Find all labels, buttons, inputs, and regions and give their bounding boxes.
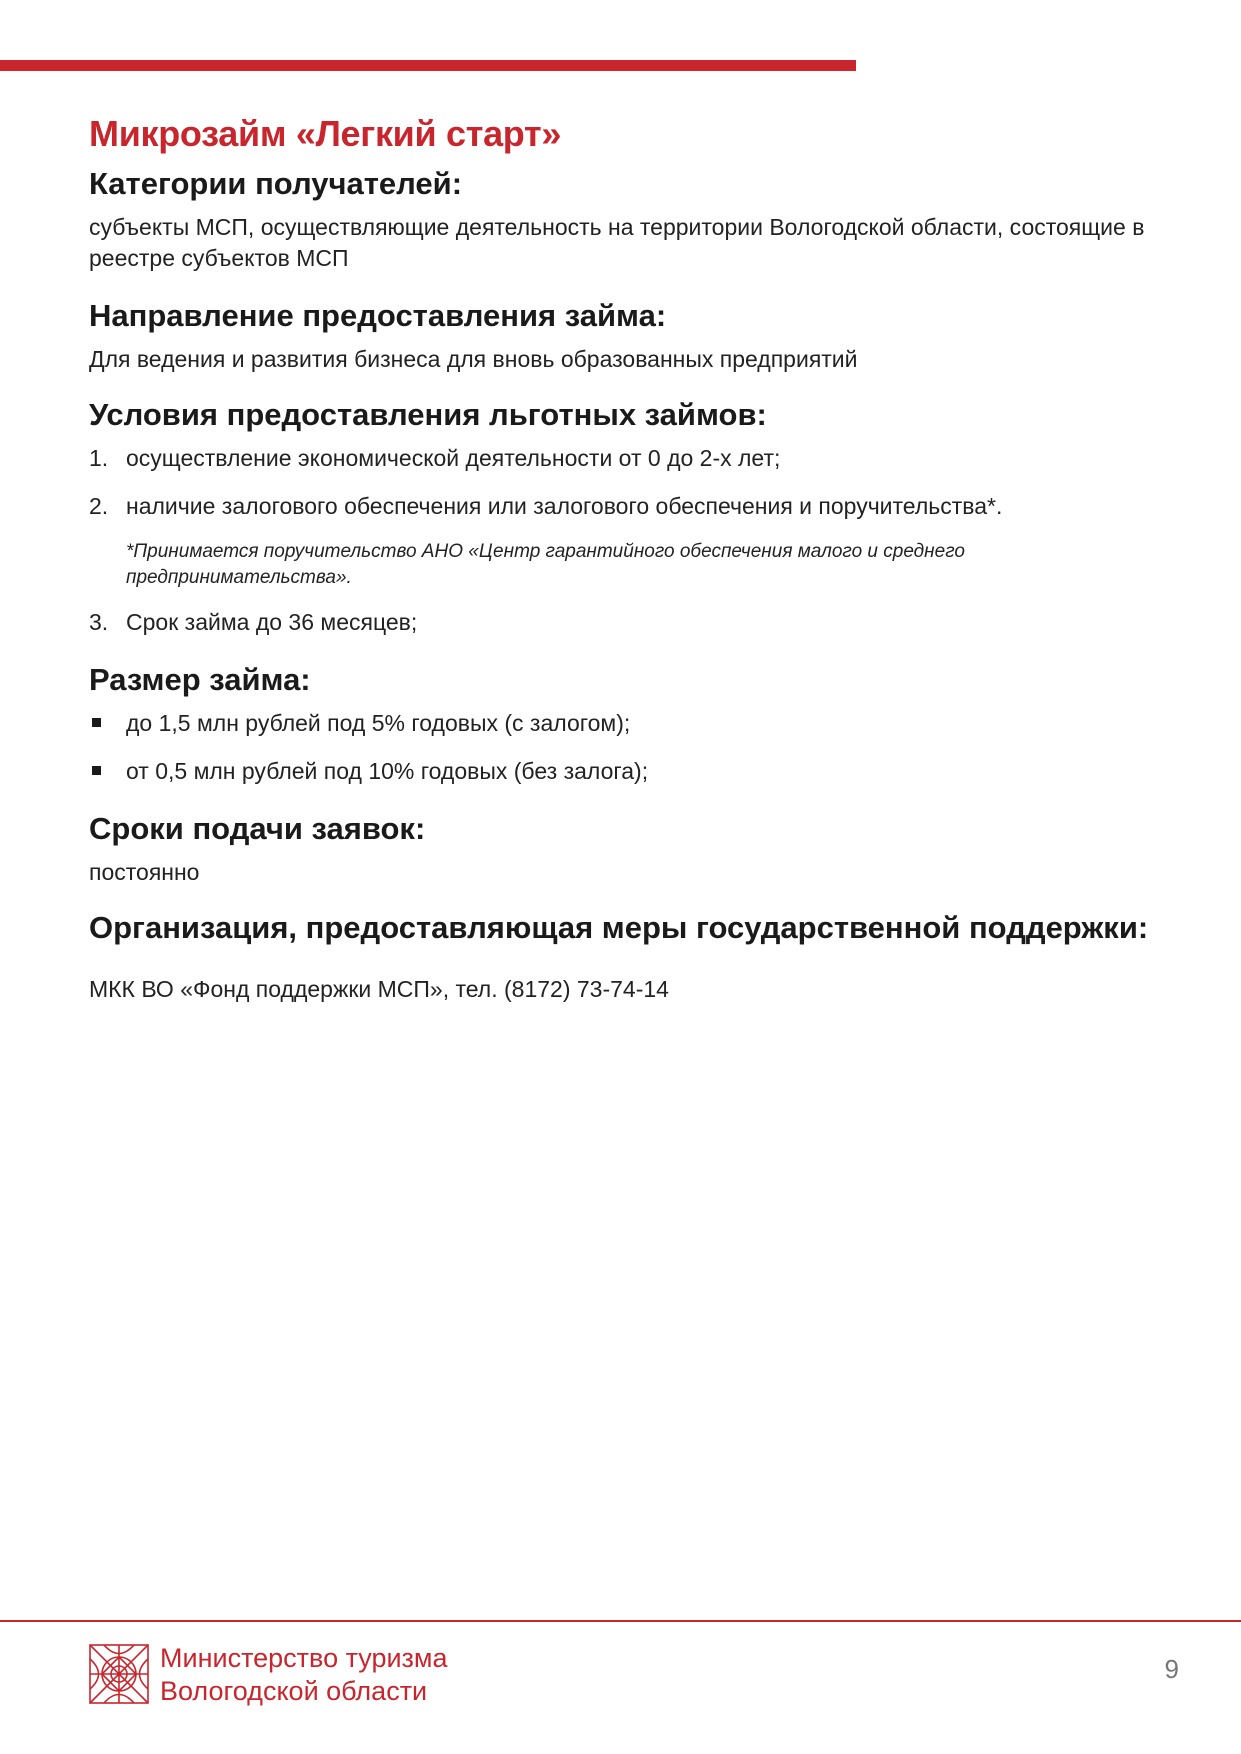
list-item-text: Срок займа до 36 месяцев;	[126, 609, 418, 635]
size-heading: Размер займа:	[89, 662, 311, 697]
deadlines-text: постоянно	[89, 859, 200, 885]
list-item-text: от 0,5 млн рублей под 10% годовых (без залога);	[126, 758, 649, 784]
guarantee-note: *Принимается поручительство АНО «Центр гарантийного обеспечения малого и среднего предпринимательства».	[126, 541, 965, 588]
page-content	[89, 112, 1149, 1005]
list-item-text: осуществление экономической деятельности от 0 до 2-х лет;	[126, 445, 781, 471]
footer-divider	[0, 1620, 1241, 1622]
footer-org-line-1: Министерство туризма	[160, 1643, 448, 1673]
list-item	[89, 708, 1149, 739]
direction-text: Для ведения и развития бизнеса для вновь образованных предприятий	[89, 346, 858, 372]
page-title: Микрозайм «Легкий старт»	[89, 113, 562, 154]
ministry-logo-icon	[89, 1644, 149, 1704]
square-bullet-icon	[92, 766, 101, 775]
list-item	[89, 607, 1149, 638]
list-item-text: до 1,5 млн рублей под 5% годовых (с залогом);	[126, 710, 631, 736]
list-item	[89, 491, 1149, 522]
list-marker: 3.	[89, 609, 109, 635]
organization-text: МКК ВО «Фонд поддержки МСП», тел. (8172) 73-74-14	[89, 976, 669, 1002]
conditions-heading: Условия предоставления льготных займов:	[89, 397, 767, 432]
list-item	[89, 756, 1149, 787]
list-marker: 1.	[89, 445, 109, 471]
size-list	[89, 708, 1149, 787]
deadlines-heading: Сроки подачи заявок:	[89, 811, 426, 846]
list-marker: 2.	[89, 493, 109, 519]
list-item	[89, 443, 1149, 474]
top-accent-bar	[0, 60, 856, 71]
conditions-list-continued	[89, 607, 1149, 638]
list-item-text: наличие залогового обеспечения или залогового обеспечения и поручительства*.	[126, 493, 1003, 519]
page-number: 9	[1164, 1654, 1179, 1684]
conditions-list	[89, 443, 1149, 522]
organization-heading: Организация, предоставляющая меры государственной поддержки:	[89, 910, 1149, 945]
footer-org-line-2: Вологодской области	[160, 1676, 428, 1706]
footer-organization	[160, 1642, 448, 1708]
square-bullet-icon	[92, 718, 101, 727]
direction-heading: Направление предоставления займа:	[89, 298, 667, 333]
recipients-text: субъекты МСП, осуществляющие деятельность на территории Вологодской области, состоящие в реестре субъектов МСП	[89, 214, 1145, 271]
recipients-heading: Категории получателей:	[89, 166, 463, 201]
